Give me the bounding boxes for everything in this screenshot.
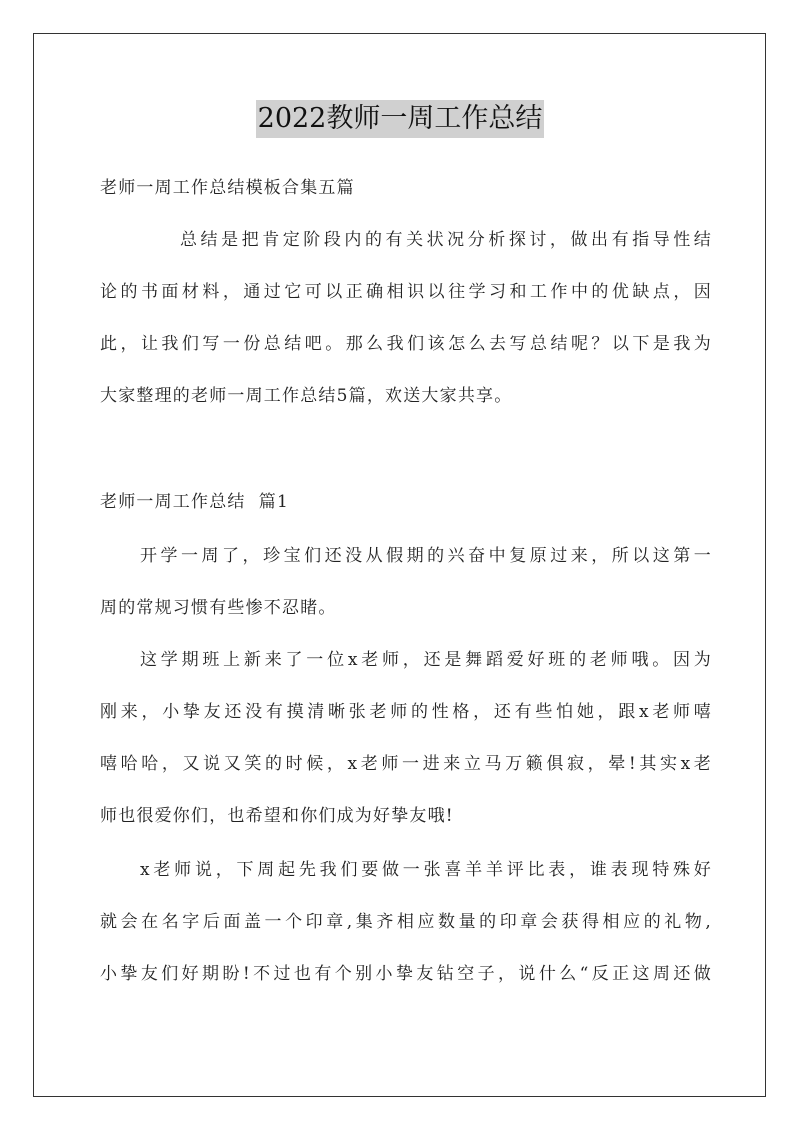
paragraph2-line-4: 师也很爱你们，也希望和你们成为好挚友哦! [100,806,454,826]
paragraph3-line-2: 就会在名字后面盖一个印章,集齐相应数量的印章会获得相应的礼物, [100,912,712,932]
intro-line-2: 论的书面材料，通过它可以正确相识以往学习和工作中的优缺点，因 [100,282,712,302]
intro-line-4: 大家整理的老师一周工作总结5篇，欢送大家共享。 [100,386,513,406]
document-subtitle: 老师一周工作总结模板合集五篇 [100,178,355,198]
paragraph2-line-2: 刚来，小挚友还没有摸清晰张老师的性格，还有些怕她，跟x老师嘻 [100,702,712,722]
paragraph2-line-3: 嘻哈哈，又说又笑的时候，x老师一进来立马万籁俱寂，晕!其实x老 [100,754,712,774]
paragraph3-line-3: 小挚友们好期盼!不过也有个别小挚友钻空子，说什么“反正这周还做 [100,964,712,984]
paragraph3-line-1: x老师说，下周起先我们要做一张喜羊羊评比表，谁表现特殊好 [140,860,712,880]
paragraph1-line-2: 周的常规习惯有些惨不忍睹。 [100,598,337,618]
paragraph2-line-1: 这学期班上新来了一位x老师，还是舞蹈爱好班的老师哦。因为 [140,650,712,670]
document-title: 2022教师一周工作总结 [256,100,545,138]
paragraph1-line-1: 开学一周了，珍宝们还没从假期的兴奋中复原过来，所以这第一 [140,546,712,566]
intro-line-3: 此，让我们写一份总结吧。那么我们该怎么去写总结呢？以下是我为 [100,334,712,354]
title-container [0,100,800,138]
intro-line-1: 总结是把肯定阶段内的有关状况分析探讨，做出有指导性结 [180,230,712,250]
section-heading: 老师一周工作总结 篇1 [100,492,290,512]
